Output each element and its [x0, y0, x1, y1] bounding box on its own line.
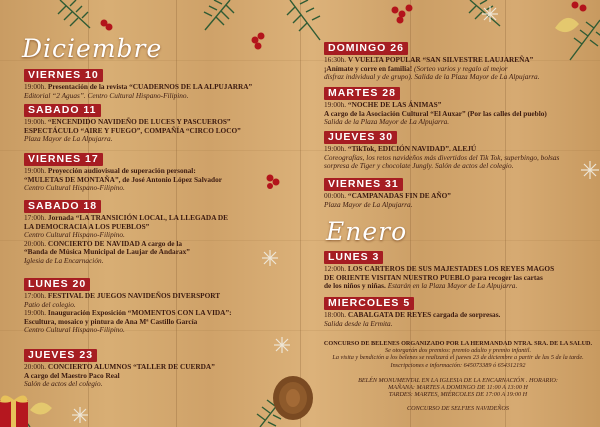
event-time: 19:00h. [24, 166, 47, 175]
selfies-contest: CONCURSO DE SELFIES NAVIDEÑOS [407, 405, 509, 412]
event-line [324, 162, 559, 171]
event-time: 00:00h. [324, 191, 347, 200]
event-title: Proyección audiovisual de superación personal: [47, 166, 196, 175]
event-location: Plaza Mayor de La Alpujarra. [324, 199, 413, 209]
event-line [24, 257, 228, 266]
event-title: FESTIVAL DE JUEGOS NAVIDEÑOS DIVERSPORT [47, 291, 221, 300]
event-line [324, 73, 540, 82]
event-details [24, 292, 232, 335]
event-line [24, 135, 241, 144]
footer-line: TARDES: MARTES, MIÉRCOLES DE 17:00 A 19:00 H [388, 391, 528, 399]
event-title: CONCIERTO DE NAVIDAD A cargo de la [47, 238, 182, 248]
event-location: disfraz individual y de grupo). Salida de la Plaza Mayor de La Alpujarra. [324, 72, 540, 82]
event-line [24, 326, 232, 335]
day-badge: LUNES 3 [324, 251, 383, 264]
event-time: 19:00h. [24, 117, 47, 126]
footer-line: BELÉN MONUMENTAL EN LA IGLESIA DE LA ENCARNACIÓN . HORARIO: [358, 377, 558, 384]
event-title: “MULETAS DE MONTAÑA”, de José Antonio López Salvador [24, 174, 222, 184]
event-time: 19:00h. [24, 308, 47, 318]
event-time: 17:00h. [24, 291, 47, 300]
belenes-contest [322, 340, 594, 369]
event-title: A cargo de la Asociación Cultural “El Auxar” (Por las calles del pueblo) [324, 108, 547, 118]
event-line [324, 320, 500, 329]
event-details [24, 83, 252, 100]
day-badge: JUEVES 30 [324, 131, 397, 144]
footer-line: Inscripciones e información: 645073389 ó 654312192 [390, 361, 526, 369]
footer-line: MAÑANA: MARTES A DOMINGO DE 11:00 A 13:00 H [388, 384, 528, 392]
event-details [24, 214, 228, 266]
event-title: LA DEMOCRACIA A LOS PUEBLOS” [24, 221, 150, 231]
event-location: Editorial “2 Aguas”. Centro Cultural Hispano-Filipino. [24, 90, 189, 100]
event-location: Centro Cultural Hispano-Filipino. [24, 230, 125, 240]
event-time: 19:00h. [324, 144, 347, 153]
event-title: V VUELTA POPULAR “SAN SILVESTRE LAUJAREÑA” [347, 55, 534, 64]
belen-monumental [322, 377, 594, 399]
event-title: DE ORIENTE VISITAN NUESTRO PUEBLO para recoger las cartas [324, 272, 543, 282]
event-location: Salón de actos del colegio. [24, 379, 103, 389]
event-time: 20:00h. [24, 362, 47, 371]
event-title: de los niños y niñas. [324, 281, 386, 291]
event-time: 16:30h. [324, 55, 347, 64]
event-details [24, 118, 241, 144]
event-time: 19:00h. [324, 100, 347, 109]
day-badge: MARTES 28 [324, 87, 400, 100]
event-location: Patio del colegio. [24, 299, 76, 309]
event-location: Iglesia de La Encarnación. [24, 255, 104, 265]
event-time: 18:00h. [324, 310, 347, 319]
event-location: Plaza Mayor de La Alpujarra. [24, 134, 113, 144]
event-line [24, 92, 252, 101]
event-location: sorpresa de Tiger y chocolate Jungly. Salón de actos del colegio. [324, 161, 514, 171]
day-badge: DOMINGO 26 [324, 42, 408, 55]
event-line [24, 380, 215, 389]
event-line [324, 282, 554, 291]
event-location: Salida desde la Ermita. [324, 318, 393, 328]
event-title: A cargo del Maestro Paco Real [24, 370, 120, 380]
footer-line: CONCURSO DE BELENES ORGANIZADO POR LA HERMANDAD NTRA. SRA. DE LA SALUD. [323, 340, 593, 347]
event-location: Centro Cultural Hispano-Filipino. [24, 183, 125, 193]
event-details [324, 192, 451, 209]
event-location: Centro Cultural Hispano-Filipino. [24, 325, 125, 335]
event-details [24, 167, 222, 193]
event-title: Escultura, mosaico y pintura de Ana Mª Castillo García [24, 316, 198, 326]
event-location: (Sorteo varios y regalo al mejor [414, 63, 508, 73]
event-title: “TikTok, EDICIÓN NAVIDAD”. ALEJÚ [347, 144, 477, 153]
event-title: LOS CARTEROS DE SUS MAJESTADES LOS REYES MAGOS [347, 264, 555, 273]
event-title: CONCIERTO ALUMNOS “TALLER DE CUERDA” [47, 362, 215, 371]
event-line [324, 118, 547, 127]
gift-icon [0, 395, 28, 427]
footer-line: Se otorgarán dos premios: premio adulto y premio infantil. [384, 347, 532, 355]
event-details [24, 363, 215, 389]
event-details [324, 56, 540, 82]
event-details [324, 145, 559, 171]
day-badge: MIERCOLES 5 [324, 297, 414, 310]
month-heading-diciembre: Diciembre [22, 34, 163, 63]
event-title: Presentación de la revista “CUADERNOS DE LA ALPUJARRA” [47, 82, 253, 91]
event-line [24, 184, 222, 193]
pinecone-icon [273, 376, 313, 420]
event-time: 17:00h. [24, 213, 47, 222]
event-time: 12:00h. [324, 264, 347, 273]
event-location: Coreografías, los retos navideños más divertidos del Tik Tok, superbingo, bolsas [324, 152, 560, 162]
event-location: Salida de la Plaza Mayor de La Alpujarra. [324, 117, 450, 127]
event-time: 20:00h. [24, 238, 47, 248]
event-time: 19:00h. [24, 82, 47, 91]
day-badge: VIERNES 10 [24, 69, 103, 82]
month-heading-enero: Enero [326, 217, 408, 246]
event-details [324, 265, 554, 291]
day-badge: VIERNES 17 [24, 153, 103, 166]
event-title: “CAMPANADAS FIN DE AÑO” [347, 191, 451, 200]
event-title: ESPECTÁCULO “AIRE Y FUEGO”, COMPAÑÍA “CIRCO LOCO” [24, 125, 241, 135]
day-badge: SABADO 18 [24, 200, 101, 213]
event-title: ¡Anímate y corre en familia! [324, 63, 413, 73]
event-title: Inauguración Exposición “MOMENTOS CON LA VIDA”: [47, 308, 232, 318]
event-line [324, 201, 451, 210]
day-badge: VIERNES 31 [324, 178, 403, 191]
event-title: “NOCHE DE LAS ÁNIMAS” [347, 100, 442, 109]
event-title: Jornada “LA TRANSICIÓN LOCAL, LA LLEGADA DE [47, 213, 229, 222]
day-badge: SABADO 11 [24, 104, 101, 117]
event-details [324, 311, 500, 328]
event-title: “Banda de Música Municipal de Laujar de Andarax” [24, 247, 190, 257]
event-title: CABALGATA DE REYES cargada de sorpresas. [347, 310, 501, 319]
event-location: Estarán en la Plaza Mayor de La Alpujarra. [387, 281, 518, 291]
event-title: “ENCENDIDO NAVIDEÑO DE LUCES Y PASCUEROS” [47, 117, 231, 126]
day-badge: LUNES 20 [24, 278, 90, 291]
event-details [324, 101, 547, 127]
footer-line: La visita y bendición a los belenes se realizará el jueves 23 de diciembre a partir de las 5 de la tarde. [332, 354, 584, 362]
day-badge: JUEVES 23 [24, 349, 97, 362]
